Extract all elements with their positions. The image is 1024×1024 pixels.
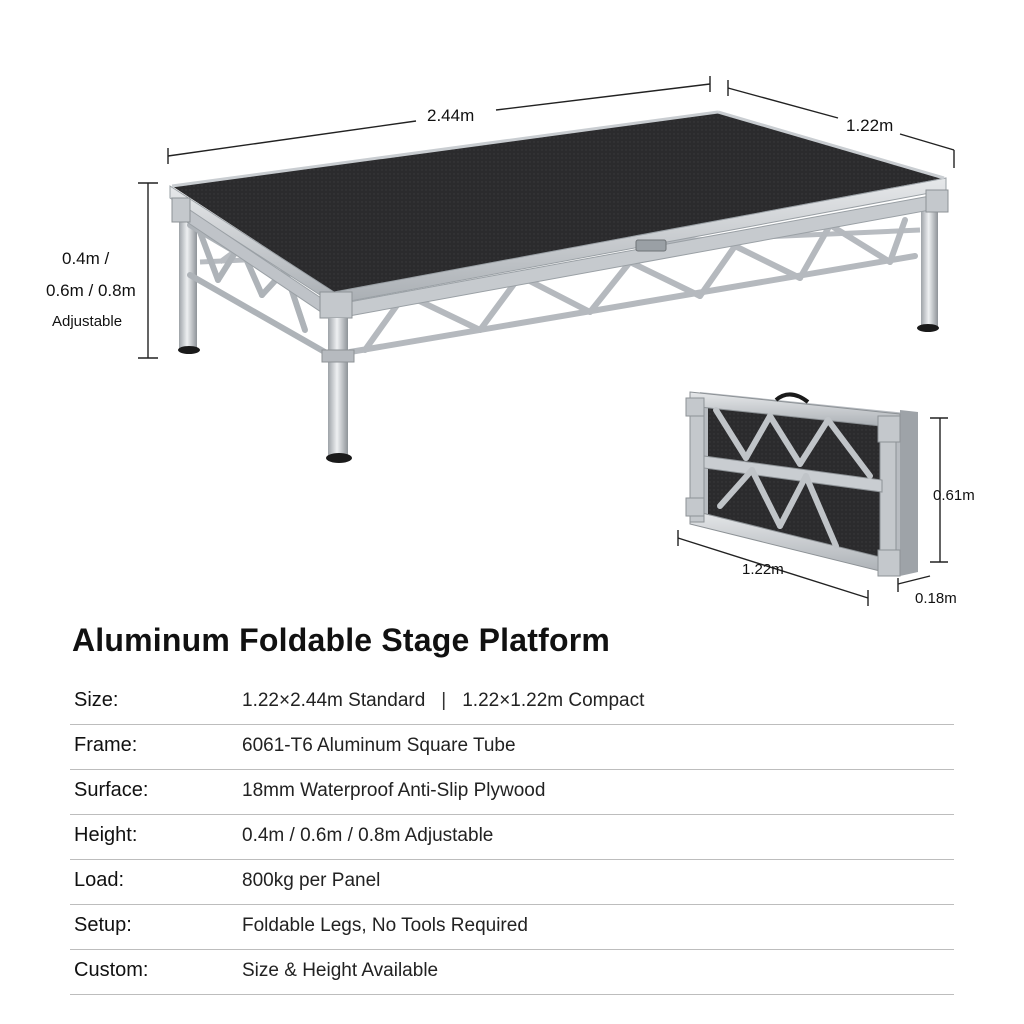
height-label-line3: Adjustable (52, 313, 123, 330)
spec-row-height (70, 815, 954, 860)
spec-value-standard: 1.22×2.44m Standard (242, 690, 426, 711)
stage-leg-back-right (917, 200, 939, 332)
spec-table (70, 680, 954, 995)
page-title: Aluminum Foldable Stage Platform (72, 622, 611, 658)
width-label: 1.22m (846, 116, 894, 135)
spec-key: Custom: (74, 959, 149, 981)
spec-row-custom (70, 950, 954, 995)
spec-value: Foldable Legs, No Tools Required (242, 915, 528, 936)
folded-height-label: 0.61m (933, 487, 975, 504)
spec-key: Size: (74, 689, 119, 711)
stage-corner-bracket-front (320, 292, 352, 318)
spec-key: Frame: (74, 734, 138, 756)
spec-key: Load: (74, 869, 125, 891)
spec-value: 0.4m / 0.6m / 0.8m Adjustable (242, 825, 494, 846)
spec-row-size (70, 680, 954, 725)
stage-latch (636, 240, 666, 251)
height-label-line2: 0.6m / 0.8m (46, 281, 136, 300)
stage-platform-folded (686, 392, 918, 576)
spec-separator: | (441, 690, 447, 711)
spec-value: 18mm Waterproof Anti-Slip Plywood (242, 780, 546, 801)
spec-value (242, 690, 644, 712)
folded-width-label: 1.22m (742, 561, 784, 578)
spec-key: Height: (74, 824, 138, 846)
folded-depth-label: 0.18m (915, 590, 957, 607)
spec-value-compact: 1.22×1.22m Compact (462, 690, 645, 711)
height-label-line1: 0.4m / (62, 249, 110, 268)
dimension-height (138, 183, 158, 358)
stage-corner-bracket-right (926, 190, 948, 212)
spec-value: Size & Height Available (242, 960, 439, 981)
stage-leg-front (322, 318, 354, 463)
spec-row-load (70, 860, 954, 905)
spec-value: 6061-T6 Aluminum Square Tube (242, 735, 516, 756)
spec-row-surface (70, 770, 954, 815)
length-label: 2.44m (427, 106, 475, 125)
spec-key: Surface: (74, 779, 149, 801)
spec-value: 800kg per Panel (242, 870, 381, 891)
spec-row-setup (70, 905, 954, 950)
spec-row-frame (70, 725, 954, 770)
stage-corner-bracket-left (172, 198, 190, 222)
spec-key: Setup: (74, 914, 132, 936)
